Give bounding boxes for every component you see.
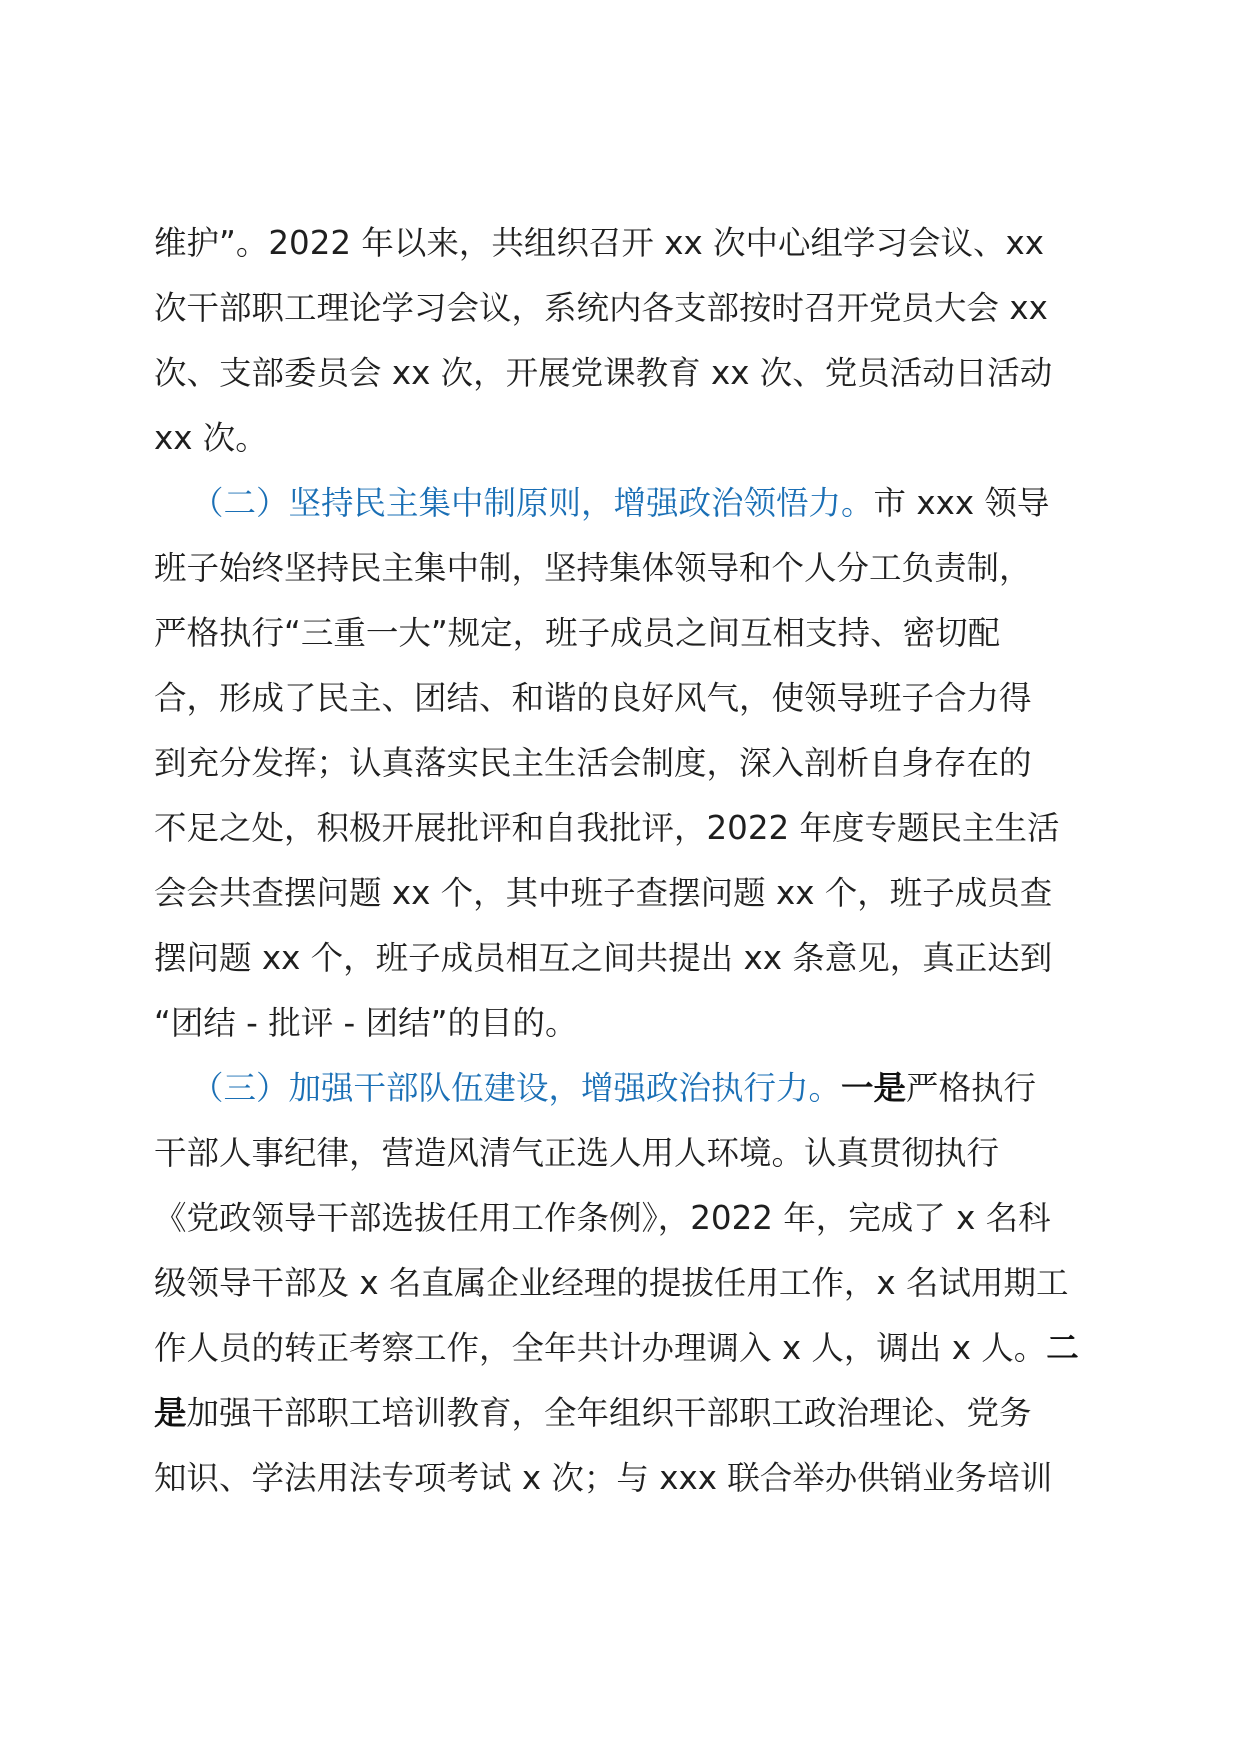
text-line	[154, 1381, 1094, 1446]
bold-marker: 一是	[841, 1069, 907, 1107]
text-line: 次干部职工理论学习会议，系统内各支部按时召开党员大会 xx	[154, 289, 1048, 327]
text-line: 会会共查摆问题 xx 个，其中班子查摆问题 xx 个，班子成员查	[154, 874, 1053, 912]
text-segment: 市 xxx 领导	[873, 484, 1050, 522]
text-line: 严格执行“三重一大”规定，班子成员之间互相支持、密切配	[154, 614, 1001, 652]
section-heading-3: （三）加强干部队伍建设，增强政治执行力。	[191, 1069, 842, 1107]
text-segment: 作人员的转正考察工作，全年共计办理调入 x 人，调出 x 人。	[154, 1329, 1047, 1367]
bold-marker: 二	[1046, 1329, 1079, 1367]
text-line: 不足之处，积极开展批评和自我批评，2022 年度专题民主生活	[154, 809, 1060, 847]
text-line: 摆问题 xx 个，班子成员相互之间共提出 xx 条意见，真正达到	[154, 939, 1053, 977]
text-line: 合，形成了民主、团结、和谐的良好风气，使领导班子合力得	[154, 679, 1032, 717]
text-line: 维护”。2022 年以来，共组织召开 xx 次中心组学习会议、xx	[154, 224, 1044, 262]
text-line: 干部人事纪律，营造风清气正选人用人环境。认真贯彻执行	[154, 1134, 1000, 1172]
text-line	[154, 1316, 1094, 1381]
document-body	[154, 211, 1094, 1511]
section-heading-line	[154, 471, 1094, 536]
bold-marker: 是	[154, 1394, 187, 1432]
section-heading-line	[154, 1056, 1094, 1121]
text-line: 到充分发挥；认真落实民主生活会制度，深入剖析自身存在的	[154, 744, 1032, 782]
text-line: xx 次。	[154, 419, 268, 457]
section-heading-2: （二）坚持民主集中制原则，增强政治领悟力。	[191, 484, 874, 522]
text-segment: 严格执行	[906, 1069, 1037, 1107]
text-line: 级领导干部及 x 名直属企业经理的提拔任用工作，x 名试用期工	[154, 1264, 1069, 1302]
text-line: 班子始终坚持民主集中制，坚持集体领导和个人分工负责制，	[154, 549, 1032, 587]
text-line: 次、支部委员会 xx 次，开展党课教育 xx 次、党员活动日活动	[154, 354, 1053, 392]
text-line: 《党政领导干部选拔任用工作条例》，2022 年，完成了 x 名科	[154, 1199, 1051, 1237]
text-line: “团结 - 批评 - 团结”的目的。	[154, 1004, 578, 1042]
text-line: 知识、学法用法专项考试 x 次；与 xxx 联合举办供销业务培训	[154, 1459, 1053, 1497]
text-segment: 加强干部职工培训教育，全年组织干部职工政治理论、党务	[186, 1394, 1032, 1432]
